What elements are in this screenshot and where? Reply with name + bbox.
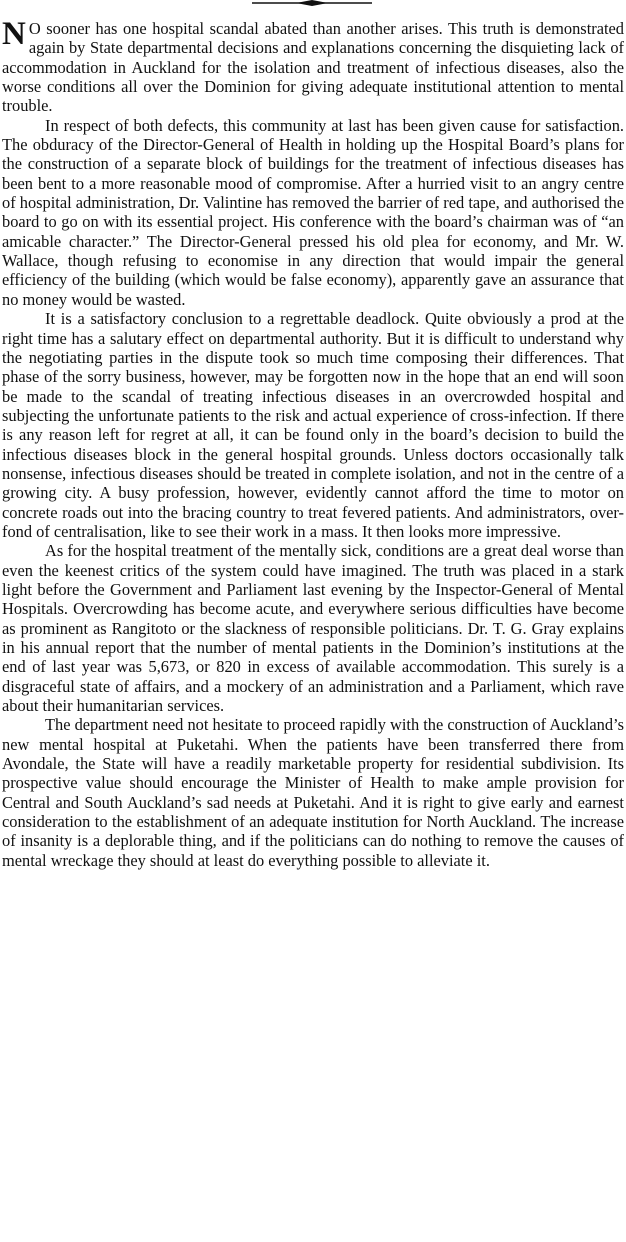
drop-cap: N xyxy=(2,16,26,52)
article-paragraph-4: As for the hospital treatment of the mentally sick, conditions are a great deal worse than even the keenest critics of the system could have imagined. The truth was placed in a stark light before the Government and Parliament last evening by the Inspector-General of Mental Hospitals. Overcrowding has become acute, and everywhere serious difficulties have become as prominent as Rangitoto or the slackness of responsible politicians. Dr. T. G. Gray explains in his annual report that the number of mental patients in the Dominion’s institutions at the end of last year was 5,673, or 820 in excess of available accommodation. This surely is a disgraceful state of affairs, and a mockery of an administration and a Parliament, which rave about their humanitarian services. xyxy=(2,541,624,716)
article-paragraph-2: In respect of both defects, this community at last has been given cause for satisfaction. The obduracy of the Director-General of Health in holding up the Hospital Board’s plans for the construction of a separate block of buildings for the treatment of infectious diseases has been bent to a more reasonable mood of compromise. After a hurried visit to an angry centre of hospital administration, Dr. Valintine has removed the barrier of red tape, and authorised the board to go on with its essential project. His conference with the board’s chairman was of “an amicable character.” The Director-General pressed his old plea for economy, and Mr. W. Wallace, though refusing to economise in any direction that would impair the general efficiency of the building (which would be false economy), apparently gave an assurance that no money would be wasted. xyxy=(2,115,624,309)
article-paragraph-3: It is a satisfactory conclusion to a regrettable deadlock. Quite obviously a prod at the right time has a salutary effect on departmental authority. But it is difficult to understand why the negotiating parties in the dispute took so much time composing their differences. That phase of the sorry business, however, may be forgotten now in the hope that an end will soon be made to the scandal of treating infectious diseases in an overcrowded hospital and subjecting the unfortunate patients to the risk and actual experience of cross-infection. If there is any reason left for regret at all, it can be found only in the board’s decision to build the infectious diseases block in the general hospital grounds. Unless doctors occasionally talk nonsense, infectious diseases should be treated in complete isolation, and not in the centre of a growing city. A busy profession, however, evidently cannot afford the time to motor on concrete roads out into the bracing country to treat fevered patients. And administrators, over-fond of centralisation, like to see their work in a mass. It then looks more impressive. xyxy=(2,309,624,541)
first-paragraph-text: O sooner has one hospital scandal abated than another arises. This truth is demonstrated again by State departmental decisions and explanations concerning the disquieting lack of accommodation in Auckland for the isolation and treatment of infectious diseases, also the worse conditions all over the Dominion for giving adequate institutional attention to mental trouble. xyxy=(2,19,624,116)
article-paragraph-1 xyxy=(2,16,624,116)
header-rule-ornament xyxy=(0,0,626,12)
editorial-article xyxy=(2,16,624,870)
article-paragraph-5: The department need not hesitate to proceed rapidly with the construction of Auckland’s new mental hospital at Puketahi. When the patients have been transferred there from Avondale, the State will have a readily marketable property for residential subdivision. Its prospective value should encourage the Minister of Health to make ample provision for Central and South Auckland’s sad needs at Puketahi. And it is right to give early and earnest consideration to the establishment of an adequate institution for North Auckland. The increase of insanity is a deplorable thing, and if the politicians can do nothing to remove the causes of mental wreckage they should at least do everything possible to alleviate it. xyxy=(2,715,624,870)
